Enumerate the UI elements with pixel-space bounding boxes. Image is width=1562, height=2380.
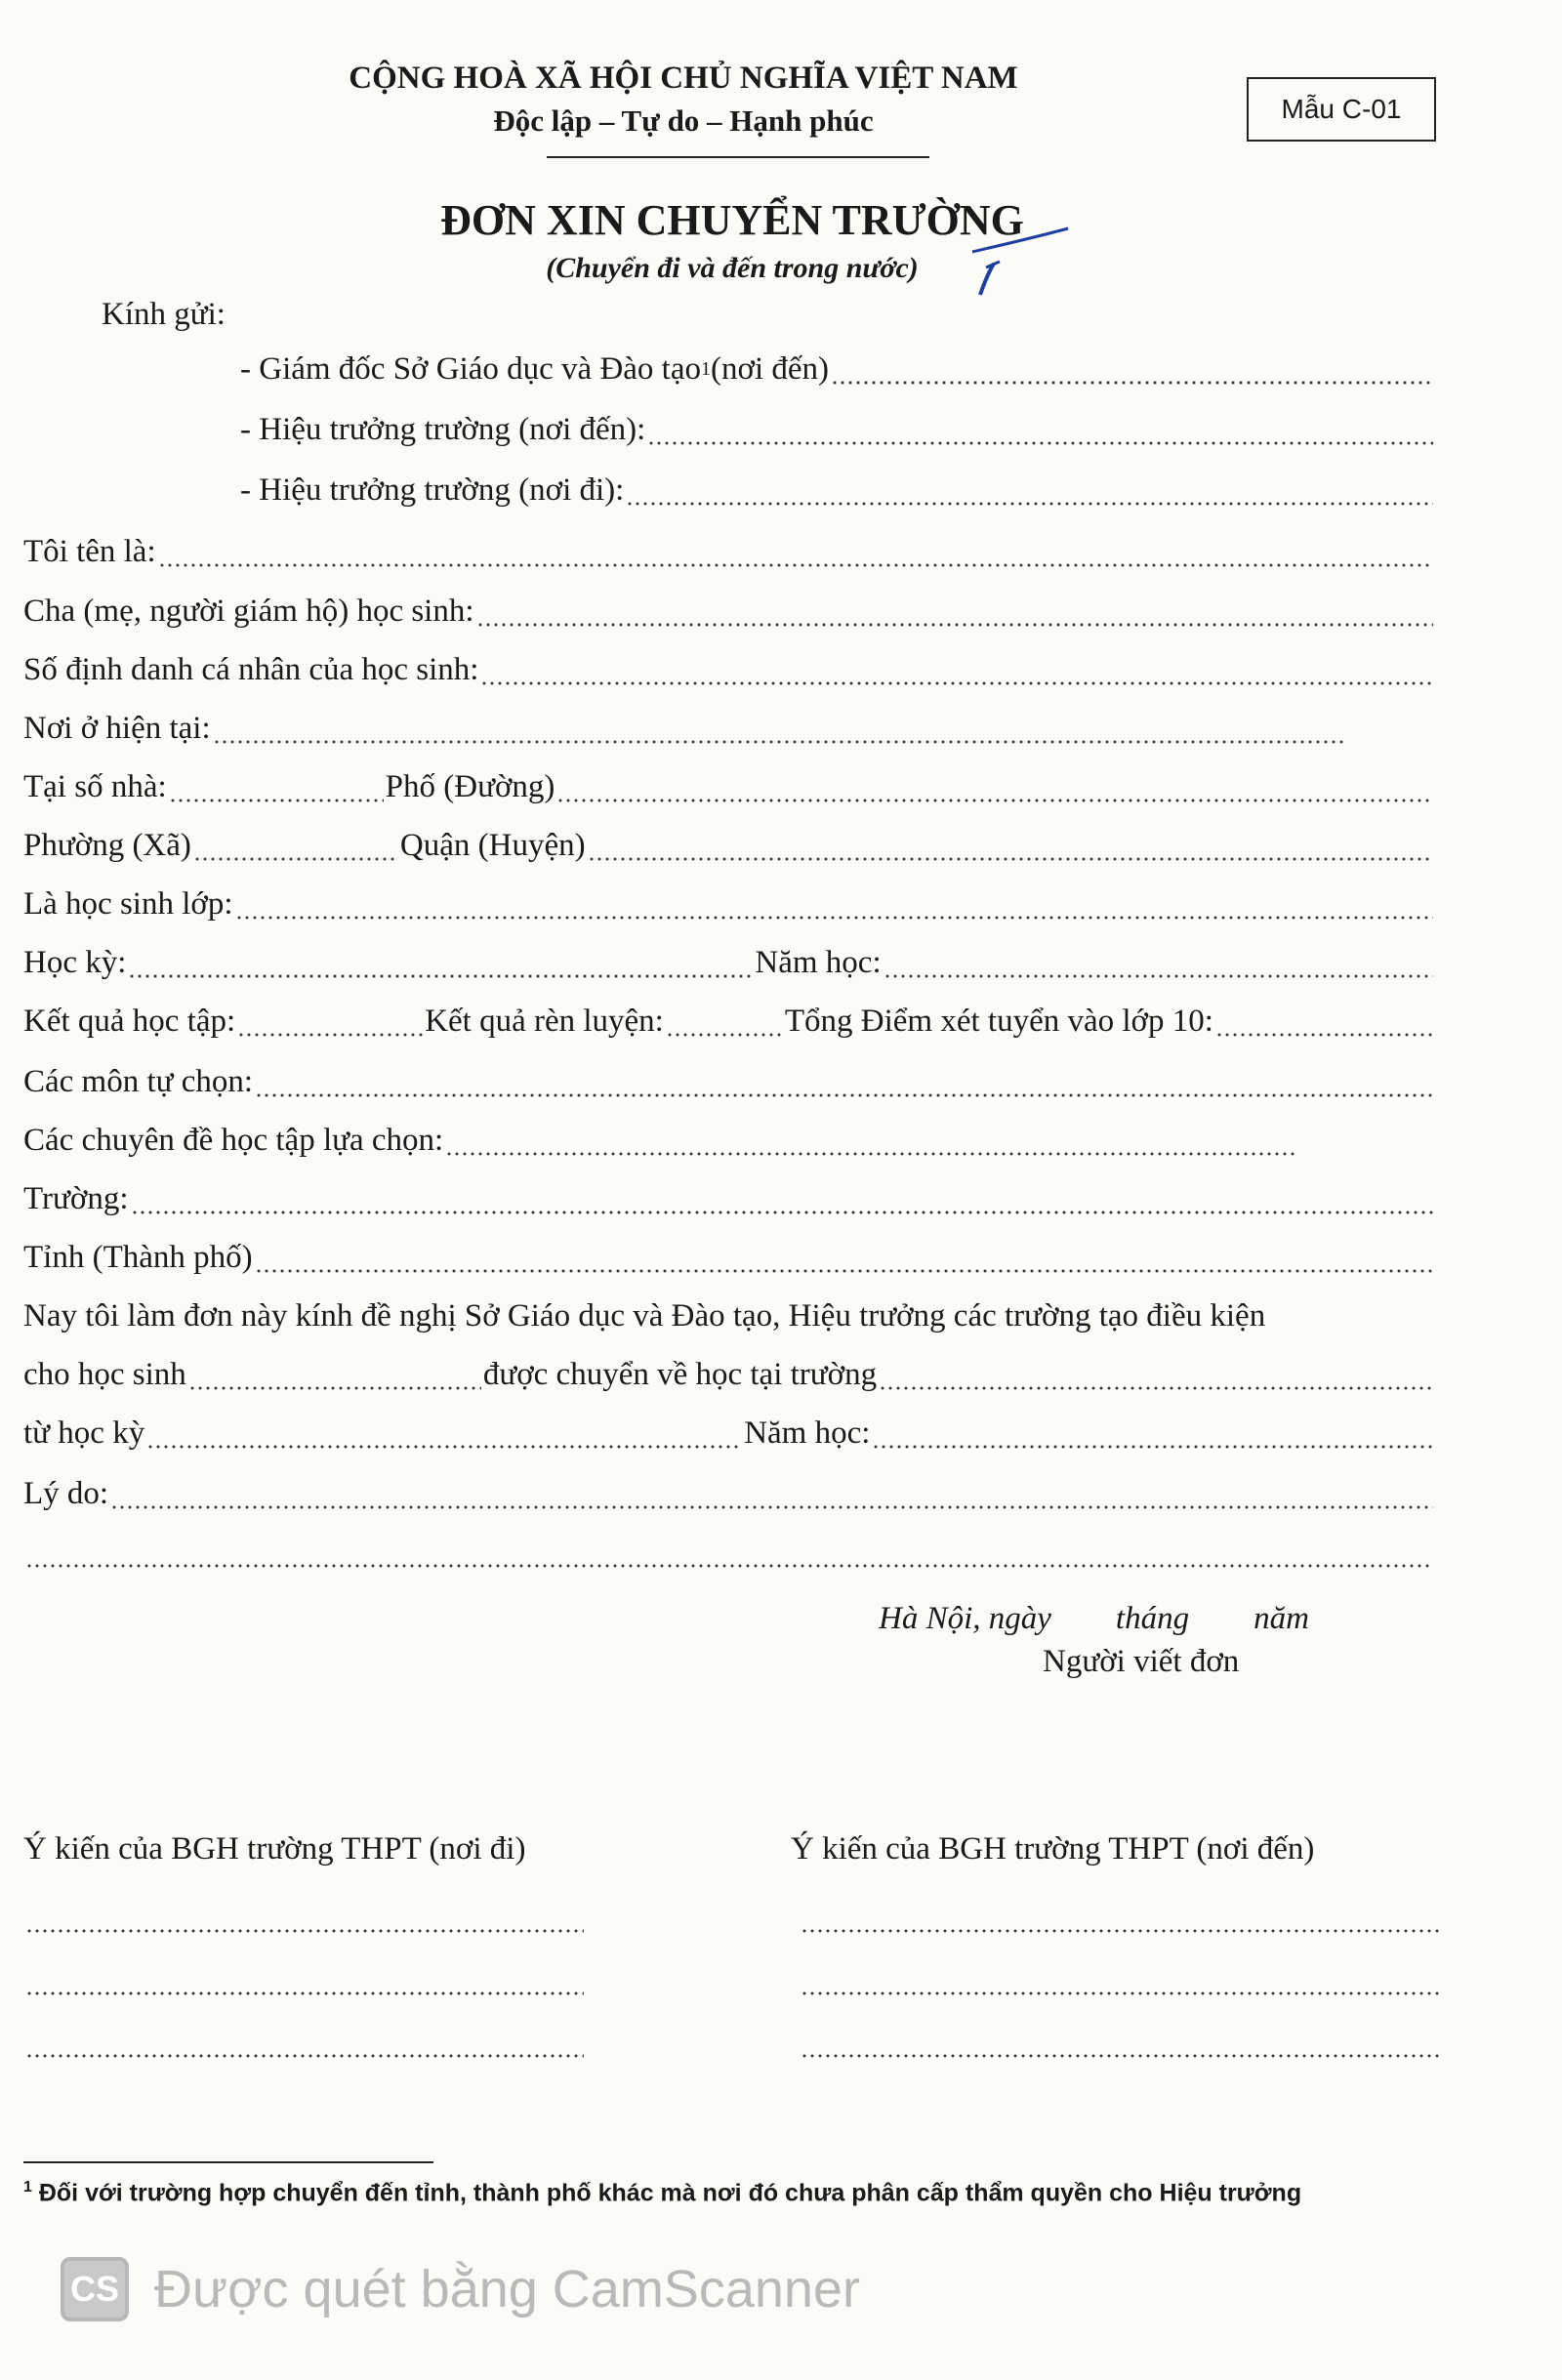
reason-field-2[interactable]: [25, 1533, 1433, 1572]
from-year-field[interactable]: [872, 1414, 1433, 1453]
conduct-result-field[interactable]: [666, 1002, 783, 1041]
reason-line-2: [23, 1533, 1435, 1572]
province-line: [23, 1238, 1435, 1277]
ward-district-line: [23, 826, 1435, 865]
opinion-dest-line-3: [799, 2023, 1443, 2062]
school-year-field[interactable]: [884, 943, 1433, 982]
name-field[interactable]: [158, 532, 1433, 571]
request-line-2: [23, 1355, 1435, 1394]
opinion-dest-line-2: [799, 1960, 1443, 1999]
guardian-field[interactable]: [476, 592, 1433, 631]
opinion-source-field-1[interactable]: [25, 1898, 584, 1937]
semester-line: [23, 943, 1435, 982]
recipient-src-principal-label: - Hiệu trưởng trường (nơi đi):: [240, 472, 625, 508]
opinion-dest-field-3[interactable]: [801, 2023, 1441, 2062]
street-label: Phố (Đường): [385, 769, 555, 804]
grade10-score-field[interactable]: [1215, 1002, 1433, 1041]
recipient-dest-principal-line: [240, 410, 1435, 449]
greeting: Kính gửi:: [102, 297, 226, 332]
guardian-line: [23, 592, 1435, 631]
reason-label: Lý do:: [23, 1476, 109, 1511]
document-subtitle: (Chuyển đi và đến trong nước): [546, 252, 919, 284]
recipient-dest-principal-field[interactable]: [647, 410, 1433, 449]
recipient-src-principal-field[interactable]: [626, 471, 1433, 510]
opinion-source-line-2: [23, 1960, 586, 1999]
school-field[interactable]: [131, 1179, 1434, 1218]
district-label: Quận (Huyện): [399, 828, 586, 863]
school-label: Trường:: [23, 1181, 129, 1216]
guardian-label: Cha (mẹ, người giám hộ) học sinh:: [23, 594, 474, 629]
class-field[interactable]: [235, 884, 1434, 923]
request-text-2b: được chuyển về học tại trường: [482, 1357, 878, 1392]
from-semester-field[interactable]: [146, 1414, 742, 1453]
footnote: [23, 2179, 1301, 2207]
electives-line: [23, 1062, 1435, 1101]
handwritten-mark-icon: [966, 223, 1074, 301]
footnote-ref: 1: [701, 358, 711, 380]
opinion-source-line-1: [23, 1898, 586, 1937]
residence-line: [23, 709, 1347, 748]
from-semester-label: từ học kỳ: [23, 1416, 145, 1451]
residence-label: Nơi ở hiện tại:: [23, 711, 211, 746]
opinion-dest-field-1[interactable]: [801, 1898, 1441, 1937]
recipient-director-label: - Giám đốc Sở Giáo dục và Đào tạo: [240, 351, 701, 387]
request-text-2a: cho học sinh: [23, 1357, 186, 1392]
class-line: [23, 884, 1435, 923]
footnote-text: Đối với trường hợp chuyển đến tỉnh, thành phố khác mà nơi đó chưa phân cấp thẩm quyền cho Hiệu trưởng: [31, 2179, 1302, 2207]
footnote-mark: 1: [23, 2179, 32, 2195]
semester-field[interactable]: [128, 943, 753, 982]
province-label: Tỉnh (Thành phố): [23, 1240, 253, 1275]
opinion-destination-label: Ý kiến của BGH trường THPT (nơi đến): [791, 1831, 1315, 1867]
house-no-field[interactable]: [169, 767, 384, 806]
opinion-source-field-2[interactable]: [25, 1960, 584, 1999]
reason-field[interactable]: [110, 1474, 1433, 1513]
address-line: [23, 767, 1435, 806]
recipient-director-field[interactable]: [831, 349, 1433, 389]
grade10-score-label: Tổng Điểm xét tuyển vào lớp 10:: [784, 1004, 1213, 1039]
student-id-field[interactable]: [480, 650, 1433, 689]
recipient-director-line: [240, 349, 1435, 389]
ward-field[interactable]: [193, 826, 398, 865]
motto: Độc lập – Tự do – Hạnh phúc: [493, 103, 874, 138]
form-code-label: Mẫu C-01: [1281, 94, 1402, 124]
student-name-field[interactable]: [188, 1355, 481, 1394]
electives-label: Các môn tự chọn:: [23, 1064, 254, 1099]
from-year-label: Năm học:: [744, 1416, 871, 1451]
province-field[interactable]: [255, 1238, 1433, 1277]
academic-result-label: Kết quả học tập:: [23, 1004, 236, 1039]
topics-line: [23, 1121, 1298, 1160]
district-field[interactable]: [588, 826, 1433, 865]
opinion-source-line-3: [23, 2023, 586, 2062]
ward-label: Phường (Xã): [23, 828, 191, 863]
residence-field[interactable]: [213, 709, 1345, 748]
camscanner-logo-icon: [61, 2257, 129, 2321]
watermark-text: Được quét bằng CamScanner: [154, 2260, 860, 2318]
name-label: Tôi tên là:: [23, 534, 156, 569]
topics-label: Các chuyên đề học tập lựa chọn:: [23, 1123, 444, 1158]
opinion-source-field-3[interactable]: [25, 2023, 584, 2062]
school-year-label: Năm học:: [755, 945, 882, 980]
opinion-dest-line-1: [799, 1898, 1443, 1937]
recipient-src-principal-line: [240, 471, 1435, 510]
name-line: [23, 532, 1435, 571]
electives-field[interactable]: [255, 1062, 1433, 1101]
camscanner-logo-text: CS: [69, 2269, 119, 2309]
street-field[interactable]: [556, 767, 1433, 806]
opinion-dest-field-2[interactable]: [801, 1960, 1441, 1999]
nation-heading: CỘNG HOÀ XÃ HỘI CHỦ NGHĨA VIỆT NAM: [349, 61, 1018, 96]
motto-underline: [547, 156, 929, 158]
reason-line: [23, 1474, 1435, 1513]
footnote-divider: [23, 2161, 433, 2163]
class-label: Là học sinh lớp:: [23, 886, 233, 922]
results-line: [23, 1002, 1435, 1041]
conduct-result-label: Kết quả rèn luyện:: [425, 1004, 664, 1039]
school-line: [23, 1179, 1435, 1218]
recipient-dest-principal-label: - Hiệu trưởng trường (nơi đến):: [240, 412, 646, 447]
opinion-source-label: Ý kiến của BGH trường THPT (nơi đi): [23, 1831, 526, 1867]
from-semester-line: [23, 1414, 1435, 1453]
date-line: Hà Nội, ngày tháng năm: [879, 1601, 1309, 1636]
recipient-director-suffix: (nơi đến): [711, 351, 829, 387]
academic-result-field[interactable]: [237, 1002, 423, 1041]
house-no-label: Tại số nhà:: [23, 769, 167, 804]
student-id-line: [23, 650, 1435, 689]
target-school-field[interactable]: [879, 1355, 1433, 1394]
document-title: ĐƠN XIN CHUYỂN TRƯỜNG: [440, 196, 1024, 244]
request-text-1: Nay tôi làm đơn này kính đề nghị Sở Giáo dục và Đào tạo, Hiệu trưởng các trường tạo điều kiện: [23, 1298, 1266, 1334]
signer-label: Người viết đơn: [1043, 1644, 1240, 1679]
semester-label: Học kỳ:: [23, 945, 127, 980]
topics-field[interactable]: [445, 1121, 1296, 1160]
form-code-badge: [1247, 77, 1436, 142]
student-id-label: Số định danh cá nhân của học sinh:: [23, 652, 479, 687]
